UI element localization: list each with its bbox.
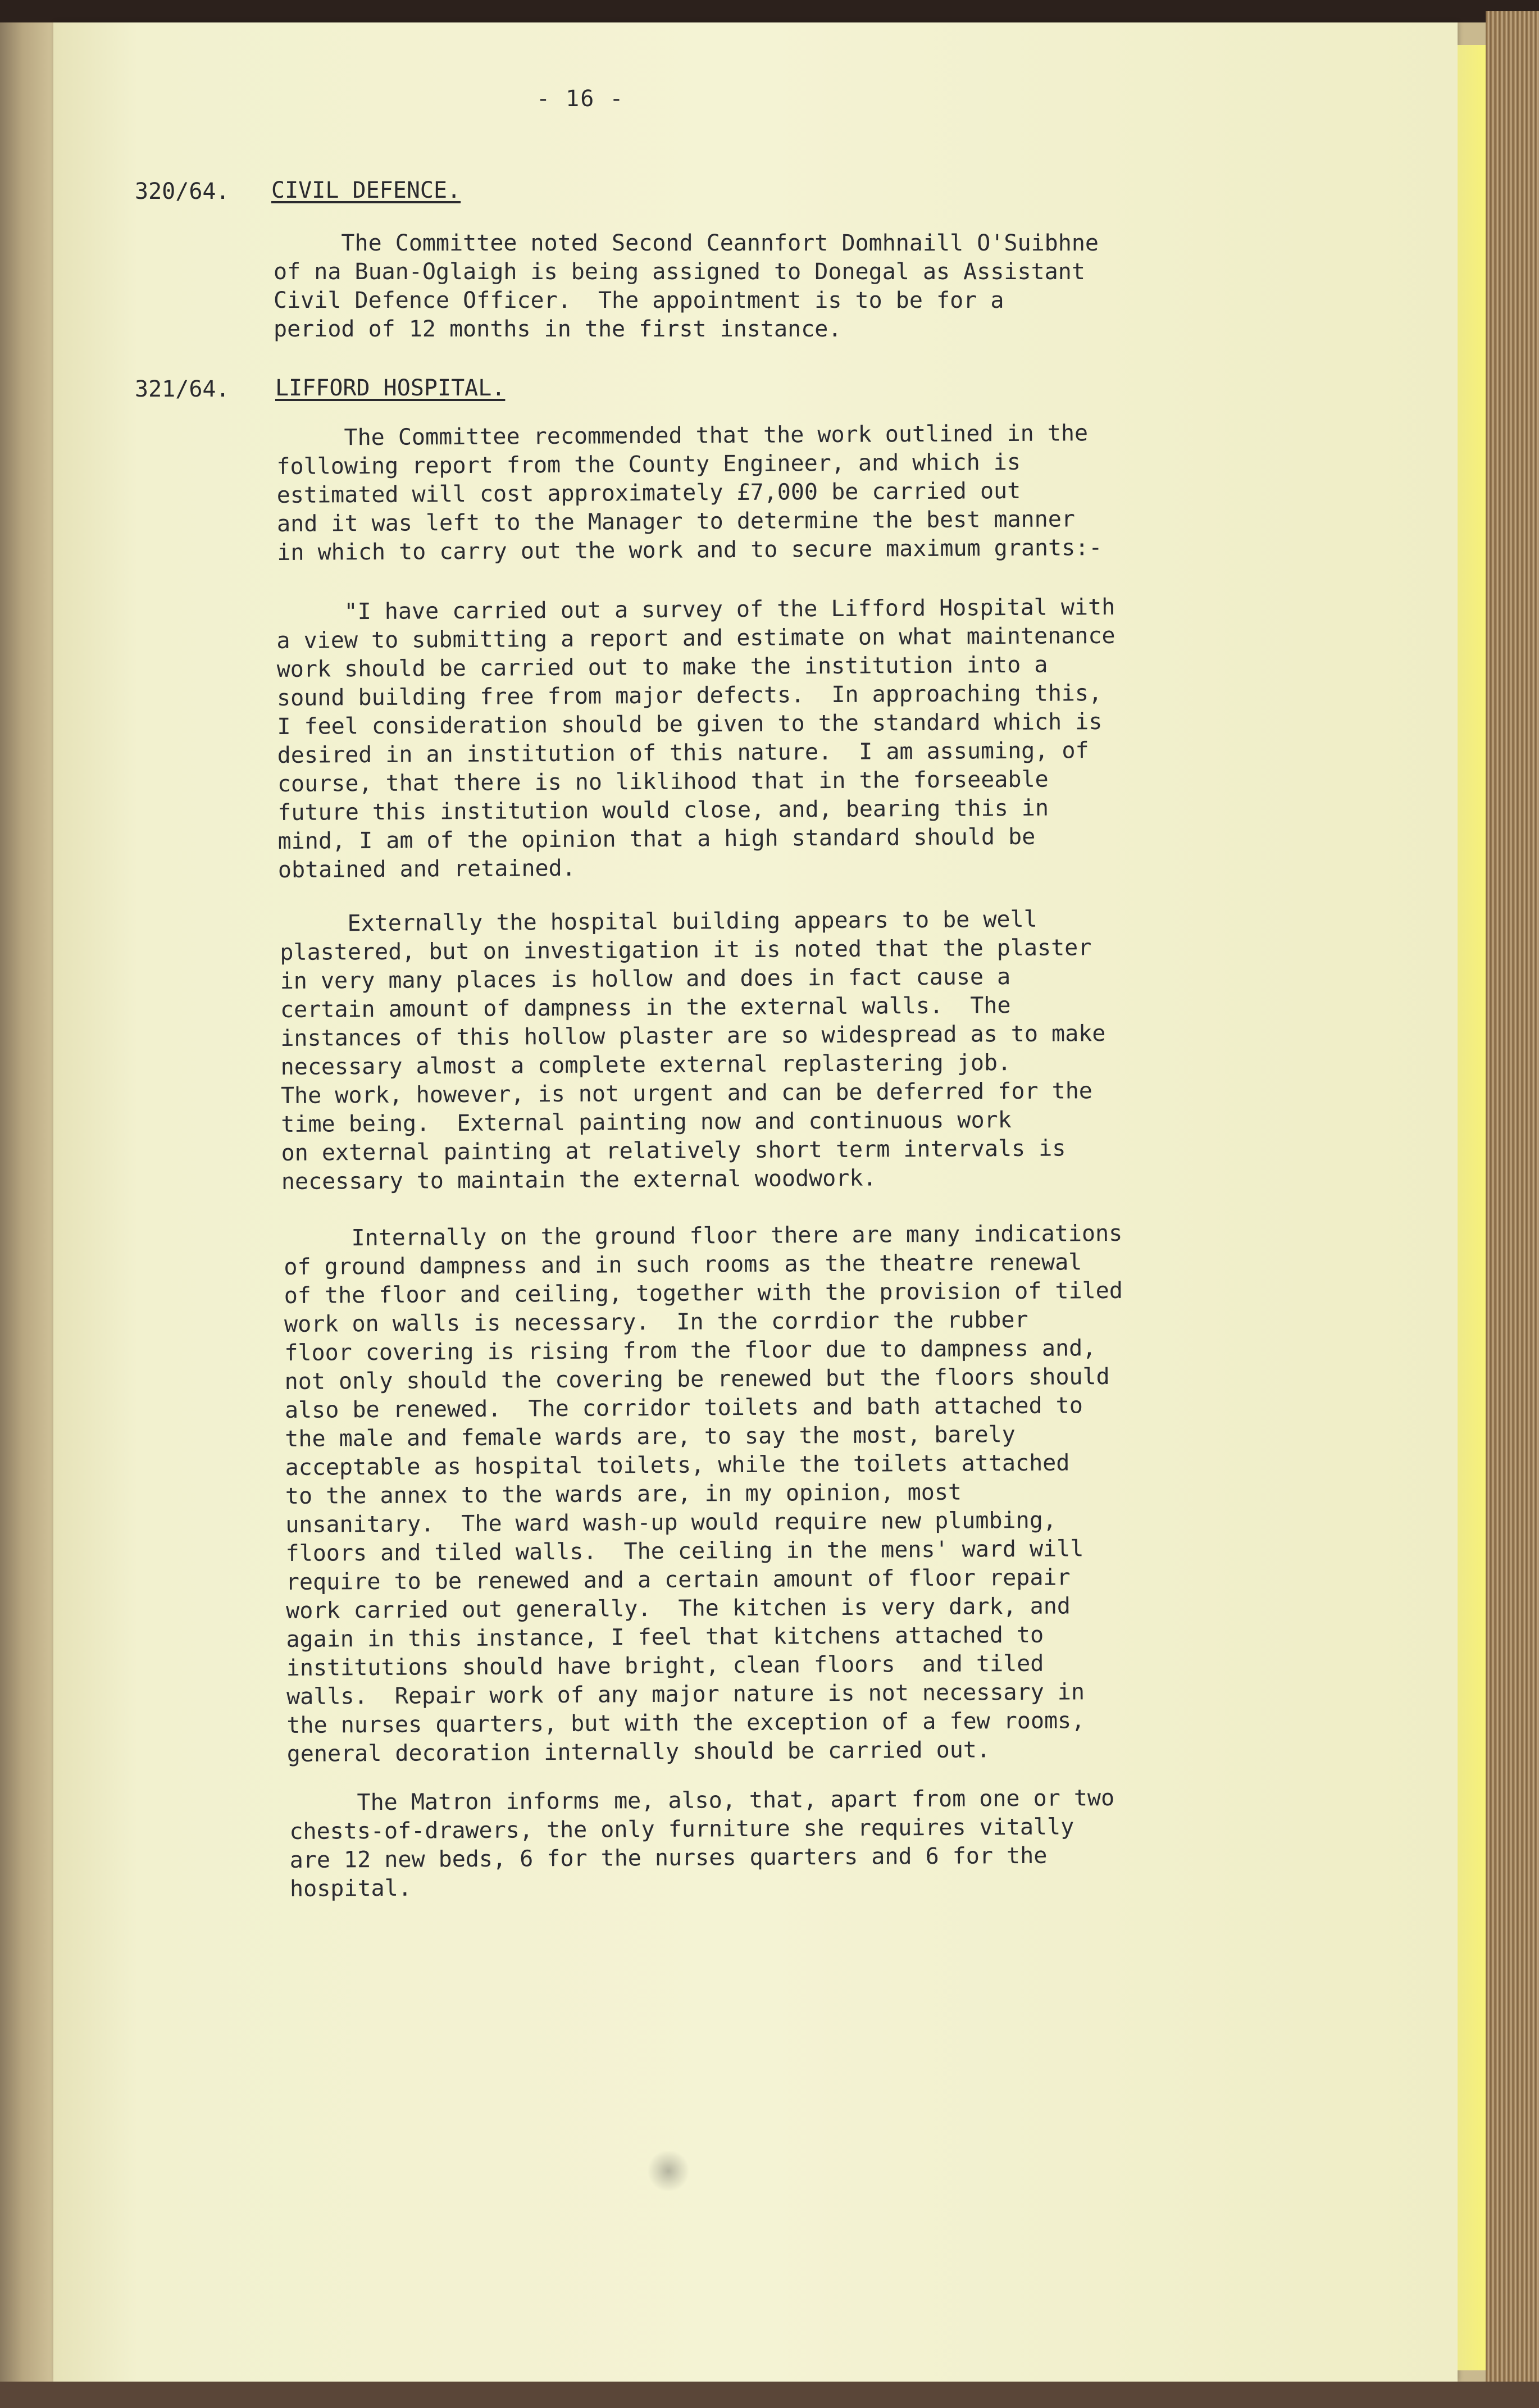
minute-number: 320/64. bbox=[135, 179, 230, 204]
book-page-stack bbox=[1486, 11, 1539, 2393]
paragraph: "I have carried out a survey of the Lifford Hospital with a view to submitting a report and estimate on what maintenance work should be carried out to make the institution into a sound building free from major defects. In approaching this, I feel consideration should be given to the standard which is desired in an institution of this nature. I am assuming, of course, that there is no liklihood that in the forseeable future this institution would close, and, bearing this in mind, I am of the opinion that a high standard should be obtained and retained. bbox=[276, 594, 1115, 883]
page-edge-highlight bbox=[1458, 45, 1486, 2370]
paragraph: The Committee recommended that the work outlined in the following report from the County Engineer, and which is estimated will cost approximately £7,000 be carried out and it was left to the Manager to determine the best manner in which to carry out the work and to secure maximum grants:- bbox=[276, 420, 1103, 566]
ink-smudge bbox=[646, 2151, 691, 2191]
paragraph: Internally on the ground floor there are many indications of ground dampness and in such rooms as the theatre renewal of the floor and ceiling, together with the provision of tiled work on walls is necessary. In the corrdior the rubber floor covering is rising from the floor due to dampness and, not only should the covering be renewed but the floors should also be renewed. The corridor toilets and bath attached to the male and female wards are, to say the most, barely acceptable as hospital toilets, while the toilets attached to the annex to the wards are, in my opinion, most unsanitary. The ward wash-up would require new plumbing, floors and tiled walls. The ceiling in the mens' ward will require to be renewed and a certain amount of floor repair work carried out generally. The kitchen is very dark, and again in this instance, I feel that kitchens attached to institutions should have bright, clean floors and tiled walls. Repair work of any major nature is not necessary in the nurses quarters, but with the exception of a few rooms, general decoration internally should be carried out. bbox=[284, 1220, 1123, 1767]
paragraph: Externally the hospital building appears to be well plastered, but on investigation it is noted that the plaster in very many places is hollow and does in fact cause a certain amount of dampness in the external walls. The instances of this hollow plaster are so widespread as to make necessary almost a complete external replastering job. The work, however, is not urgent and can be deferred for the time being. External painting now and continuous work on external painting at relatively short term intervals is necessary to maintain the external woodwork. bbox=[280, 906, 1106, 1195]
book-spine-shadow bbox=[0, 22, 56, 2382]
minute-number: 321/64. bbox=[135, 376, 230, 402]
scan-top-border bbox=[0, 0, 1539, 22]
paragraph: The Matron informs me, also, that, apart from one or two chests-of-drawers, the only furniture she requires vitally are 12 new beds, 6 for the nurses quarters and 6 for the hospital. bbox=[289, 1785, 1115, 1902]
page-number: - 16 - bbox=[536, 86, 625, 112]
paragraph: The Committee noted Second Ceannfort Domhnaill O'Suibhne of na Buan-Oglaigh is being assigned to Donegal as Assistant Civil Defence Officer. The appointment is to be for a period of 12 months in the first instance. bbox=[274, 230, 1099, 342]
document-page bbox=[53, 22, 1458, 2382]
scan-bottom-border bbox=[0, 2382, 1539, 2408]
section-heading: LIFFORD HOSPITAL. bbox=[275, 375, 506, 401]
section-heading: CIVIL DEFENCE. bbox=[271, 177, 461, 203]
